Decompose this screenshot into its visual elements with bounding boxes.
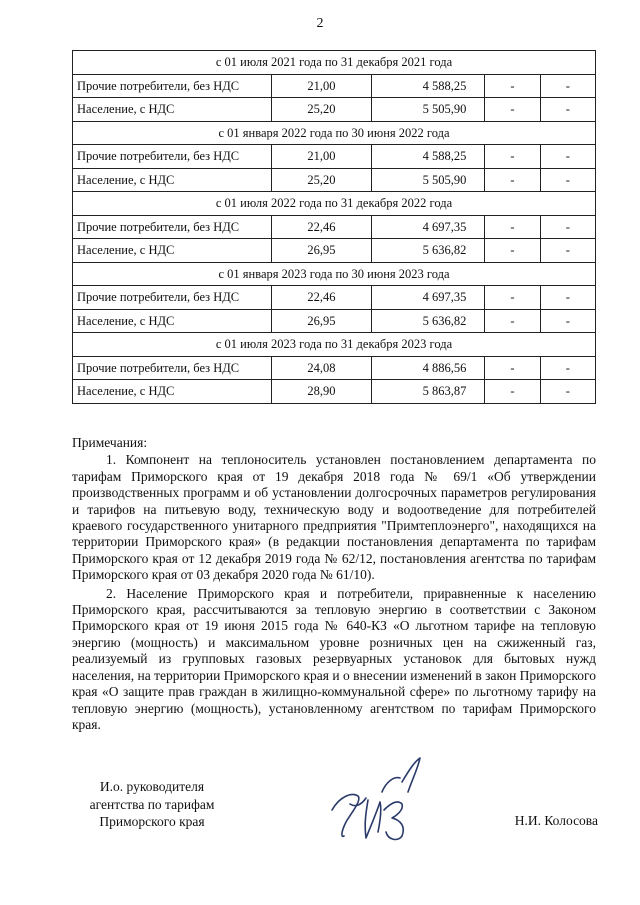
table-row xyxy=(73,239,596,263)
empty-value-cell: - xyxy=(540,309,595,333)
note-item-2: 2. Население Приморского края и потребители, приравненные к населению Приморского края, рассчитываются за тепловую энергию в соответствии с Законом Приморского края от 19 июня 2015 года № 640-КЗ «О льготном тарифе на тепловую энергию (мощность) и максимальном уровне розничных цен на сжиженный газ, реализуемый из групповых газовых резервуарных установок для бытовых нужд населения, на территории Приморского края и о внесении изменений в закон Приморского края «О защите прав граждан в жилищно-коммунальной сфере» по льготному тарифу на тепловую энергию (мощность), установленному агентством по тарифам Приморского края. xyxy=(72,585,596,732)
empty-value-cell: - xyxy=(485,168,540,192)
period-header-row xyxy=(73,51,596,75)
signature-stroke xyxy=(332,795,359,837)
consumer-cell: Население, с НДС xyxy=(73,380,272,404)
empty-value-cell: - xyxy=(485,145,540,169)
empty-value-cell: - xyxy=(485,98,540,122)
signature-stroke xyxy=(384,802,403,839)
signature-stroke xyxy=(382,778,400,792)
consumer-cell: Прочие потребители, без НДС xyxy=(73,286,272,310)
empty-value-cell: - xyxy=(540,356,595,380)
value-cell: 4 588,25 xyxy=(371,74,485,98)
table-row xyxy=(73,380,596,404)
rate-cell: 22,46 xyxy=(272,286,371,310)
rate-cell: 22,46 xyxy=(272,215,371,239)
empty-value-cell: - xyxy=(485,286,540,310)
empty-value-cell: - xyxy=(540,215,595,239)
consumer-cell: Прочие потребители, без НДС xyxy=(73,145,272,169)
empty-value-cell: - xyxy=(485,309,540,333)
period-header-row xyxy=(73,333,596,357)
rate-cell: 26,95 xyxy=(272,239,371,263)
value-cell: 4 588,25 xyxy=(371,145,485,169)
empty-value-cell: - xyxy=(540,145,595,169)
empty-value-cell: - xyxy=(485,215,540,239)
note-item-1: 1. Компонент на теплоноситель установлен постановлением департамента по тарифам Приморского края от 19 декабря 2018 года № 69/1 «Об утверждении производственных программ и об установлении долгосрочных параметров регулирования и тарифов на питьевую воду, техническую воду и водоотведение для потребителей краевого государственного унитарного предприятия "Примтеплоэнерго", находящихся на территории Приморского края» (в редакции постановления департамента по тарифам Приморского края от 12 декабря 2019 года № 62/12, постановления агентства по тарифам Приморского края от 03 декабря 2020 года № 61/10). xyxy=(72,452,596,583)
rate-cell: 26,95 xyxy=(272,309,371,333)
tariff-table xyxy=(72,50,596,404)
empty-value-cell: - xyxy=(540,98,595,122)
table-row xyxy=(73,145,596,169)
value-cell: 4 697,35 xyxy=(371,215,485,239)
period-header: с 01 января 2023 года по 30 июня 2023 года xyxy=(73,262,596,286)
table-row xyxy=(73,356,596,380)
table-row xyxy=(73,215,596,239)
consumer-cell: Прочие потребители, без НДС xyxy=(73,74,272,98)
empty-value-cell: - xyxy=(540,239,595,263)
rate-cell: 21,00 xyxy=(272,74,371,98)
rate-cell: 21,00 xyxy=(272,145,371,169)
consumer-cell: Население, с НДС xyxy=(73,168,272,192)
signee-name: Н.И. Колосова xyxy=(514,813,598,828)
signature-stroke xyxy=(365,800,381,838)
value-cell: 5 636,82 xyxy=(371,239,485,263)
value-cell: 5 505,90 xyxy=(371,168,485,192)
consumer-cell: Население, с НДС xyxy=(73,309,272,333)
value-cell: 5 636,82 xyxy=(371,309,485,333)
value-cell: 4 697,35 xyxy=(371,286,485,310)
period-header-row xyxy=(73,192,596,216)
signer-position-line: агентства по тарифам xyxy=(89,796,215,812)
period-header: с 01 июля 2022 года по 31 декабря 2022 года xyxy=(73,192,596,216)
period-header: с 01 июля 2023 года по 31 декабря 2023 года xyxy=(73,333,596,357)
empty-value-cell: - xyxy=(540,168,595,192)
empty-value-cell: - xyxy=(540,380,595,404)
consumer-cell: Население, с НДС xyxy=(73,239,272,263)
value-cell: 5 863,87 xyxy=(371,380,485,404)
table-row xyxy=(73,74,596,98)
period-header-row xyxy=(73,121,596,145)
table-row xyxy=(73,168,596,192)
handwritten-signature xyxy=(322,752,432,852)
empty-value-cell: - xyxy=(540,286,595,310)
signer-position-line: И.о. руководителя xyxy=(99,779,205,794)
notes-title: Примечания: xyxy=(72,435,148,450)
rate-cell: 25,20 xyxy=(272,168,371,192)
empty-value-cell: - xyxy=(485,74,540,98)
signer-position xyxy=(72,778,232,831)
period-header-row xyxy=(73,262,596,286)
rate-cell: 24,08 xyxy=(272,356,371,380)
table-row xyxy=(73,98,596,122)
consumer-cell: Прочие потребители, без НДС xyxy=(73,356,272,380)
signature-stroke xyxy=(402,758,420,792)
tariff-table-body xyxy=(73,51,596,404)
value-cell: 4 886,56 xyxy=(371,356,485,380)
rate-cell: 25,20 xyxy=(272,98,371,122)
signer-position-line: Приморского края xyxy=(99,814,205,829)
page-number: 2 xyxy=(316,16,324,31)
value-cell: 5 505,90 xyxy=(371,98,485,122)
consumer-cell: Население, с НДС xyxy=(73,98,272,122)
empty-value-cell: - xyxy=(540,74,595,98)
table-row xyxy=(73,309,596,333)
table-row xyxy=(73,286,596,310)
consumer-cell: Прочие потребители, без НДС xyxy=(73,215,272,239)
period-header: с 01 января 2022 года по 30 июня 2022 года xyxy=(73,121,596,145)
period-header: с 01 июля 2021 года по 31 декабря 2021 года xyxy=(73,51,596,75)
rate-cell: 28,90 xyxy=(272,380,371,404)
empty-value-cell: - xyxy=(485,356,540,380)
empty-value-cell: - xyxy=(485,239,540,263)
notes-section xyxy=(72,435,596,733)
empty-value-cell: - xyxy=(485,380,540,404)
